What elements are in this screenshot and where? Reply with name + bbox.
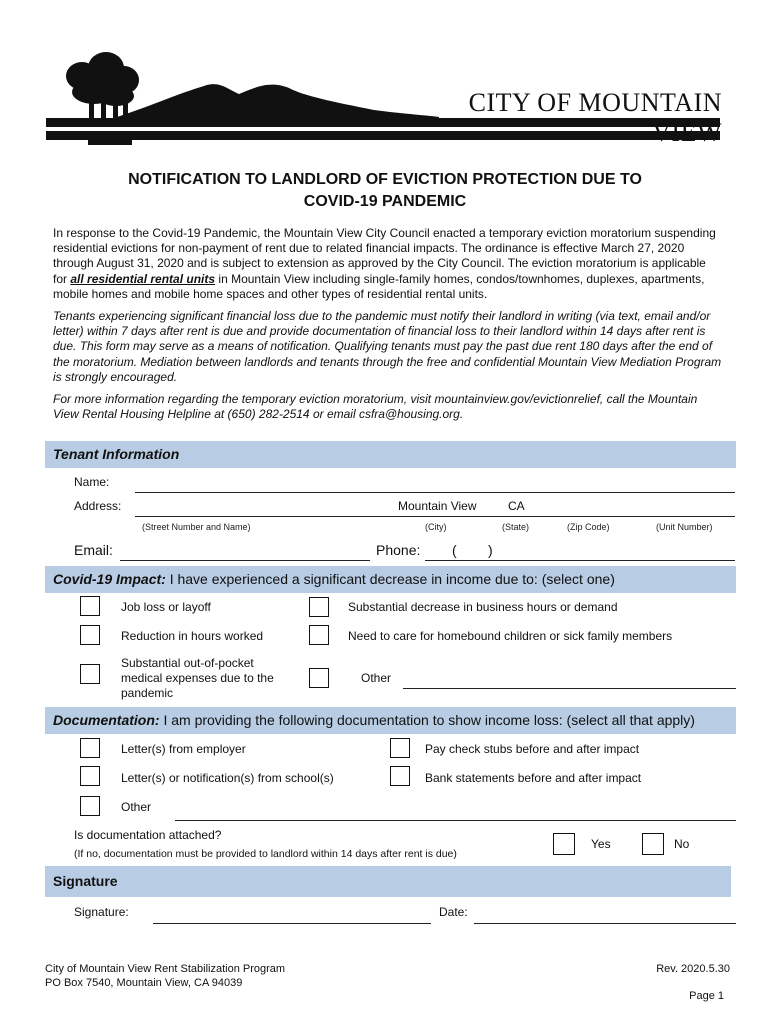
name-field[interactable] <box>135 492 735 493</box>
tenant-heading-text: Tenant Information <box>53 446 180 462</box>
footer-program: City of Mountain View Rent Stabilization Program <box>45 963 286 975</box>
impact-section-heading <box>45 566 736 593</box>
footer-address: PO Box 7540, Mountain View, CA 94039 <box>45 977 243 989</box>
city-caption: (City) <box>425 522 447 532</box>
city-value: Mountain View <box>398 499 477 513</box>
name-label: Name: <box>74 475 110 489</box>
phone-area-open: ( <box>452 542 457 558</box>
doc-attached-yes-checkbox[interactable] <box>553 833 575 855</box>
unit-caption: (Unit Number) <box>656 522 713 532</box>
impact-heading-rest: I have experienced a significant decrease in income due to: (select one) <box>165 571 615 587</box>
footer-page-number: Page 1 <box>689 990 724 1002</box>
impact-reduced-hours-label: Reduction in hours worked <box>121 629 264 643</box>
state-caption: (State) <box>502 522 530 532</box>
intro-paragraph-3: For more information regarding the temporary eviction moratorium, visit mountainview.gov/evictionrelief, call the Mountain View Rental Housing Helpline at (650) 282-2514 or email csfra@housing.org. <box>53 392 698 422</box>
documentation-section-heading <box>45 707 736 734</box>
phone-label: Phone: <box>376 542 421 558</box>
impact-care-checkbox[interactable] <box>309 625 329 645</box>
phone-area-close: ) <box>488 542 493 558</box>
doc-attached-yes-label: Yes <box>591 837 611 851</box>
doc-bank-statements-label: Bank statements before and after impact <box>425 771 642 785</box>
page-title <box>45 169 725 213</box>
date-field[interactable] <box>474 923 736 924</box>
page-title-line2: COVID-19 PANDEMIC <box>303 193 467 210</box>
impact-job-loss-label: Job loss or layoff <box>121 600 211 614</box>
doc-attached-question: Is documentation attached? <box>74 828 222 842</box>
intro-p1-text-end: in Mountain View including single-family homes, condos/townhomes, duplexes, apartments, mobile homes and mobile home spaces and other types of residential rental units. <box>53 271 705 301</box>
impact-care-label: Need to care for homebound children or sick family members <box>348 629 673 643</box>
impact-other-label: Other <box>361 671 392 685</box>
state-value: CA <box>508 499 525 513</box>
signature-field[interactable] <box>153 923 431 924</box>
impact-reduced-hours-checkbox[interactable] <box>80 625 100 645</box>
impact-heading-bold: Covid-19 Impact: <box>53 571 166 587</box>
zip-caption: (Zip Code) <box>567 522 610 532</box>
doc-school-letter-label: Letter(s) or notification(s) from school(s) <box>121 771 334 785</box>
intro-block <box>53 226 723 422</box>
doc-other-checkbox[interactable] <box>80 796 100 816</box>
impact-medical-checkbox[interactable] <box>80 664 100 684</box>
intro-p1-text: In response to the Covid-19 Pandemic, the Mountain View City Council enacted a temporary eviction moratorium suspending residential evictions for non-payment of rent due to related financial impacts. The ordinance is effective March 27, 2020 through August 31, 2020 and is subject to extension as approved by the City Council. The eviction moratorium is applicable for <box>53 226 716 286</box>
doc-attached-note: (If no, documentation must be provided to landlord within 14 days after rent is due) <box>74 848 457 860</box>
doc-pay-stubs-checkbox[interactable] <box>390 738 410 758</box>
doc-employer-letter-label: Letter(s) from employer <box>121 742 246 756</box>
impact-other-field[interactable] <box>403 688 736 689</box>
signature-section-heading <box>45 866 731 897</box>
phone-field[interactable] <box>425 560 735 561</box>
doc-attached-no-checkbox[interactable] <box>642 833 664 855</box>
doc-employer-letter-checkbox[interactable] <box>80 738 100 758</box>
doc-attached-no-label: No <box>674 837 690 851</box>
doc-bank-statements-checkbox[interactable] <box>390 766 410 786</box>
impact-job-loss-checkbox[interactable] <box>80 596 100 616</box>
intro-paragraph-2: Tenants experiencing significant financial loss due to the pandemic must notify their landlord in writing (via text, email and/or letter) within 7 days after rent is due and provide documentation of financial loss to their landlord within 14 days after rent is due. This form may serve as a means of notification. Qualifying tenants must pay the past due rent 180 days after the end of the moratorium. Mediation between landlords and tenants through the free and confidential Mountain View Mediation Program is strongly encouraged. <box>53 309 722 384</box>
signature-label: Signature: <box>74 905 129 919</box>
address-label: Address: <box>74 499 122 513</box>
signature-heading-text: Signature <box>53 873 118 889</box>
doc-other-label: Other <box>121 800 152 814</box>
impact-medical-label: Substantial out-of-pocket medical expenses due to the pandemic <box>121 656 274 700</box>
doc-school-letter-checkbox[interactable] <box>80 766 100 786</box>
page-title-line1: NOTIFICATION TO LANDLORD OF EVICTION PROTECTION DUE TO <box>128 171 642 188</box>
intro-paragraph-1 <box>53 226 723 302</box>
street-caption: (Street Number and Name) <box>142 522 251 532</box>
impact-business-decrease-label: Substantial decrease in business hours or demand <box>348 600 618 614</box>
impact-other-checkbox[interactable] <box>309 668 329 688</box>
footer-revision: Rev. 2020.5.30 <box>656 963 730 975</box>
email-field[interactable] <box>120 560 370 561</box>
impact-business-decrease-checkbox[interactable] <box>309 597 329 617</box>
doc-other-field[interactable] <box>175 820 736 821</box>
documentation-heading-rest: I am providing the following documentation to show income loss: (select all that apply) <box>159 712 695 728</box>
date-label: Date: <box>439 905 468 919</box>
tenant-section-heading <box>45 441 736 468</box>
documentation-heading-bold: Documentation: <box>53 712 160 728</box>
city-name: CITY OF MOUNTAIN VIEW <box>468 88 722 147</box>
email-label: Email: <box>74 542 113 558</box>
address-field[interactable] <box>135 516 735 517</box>
doc-pay-stubs-label: Pay check stubs before and after impact <box>425 742 640 756</box>
intro-p1-emphasis: all residential rental units <box>70 271 216 286</box>
